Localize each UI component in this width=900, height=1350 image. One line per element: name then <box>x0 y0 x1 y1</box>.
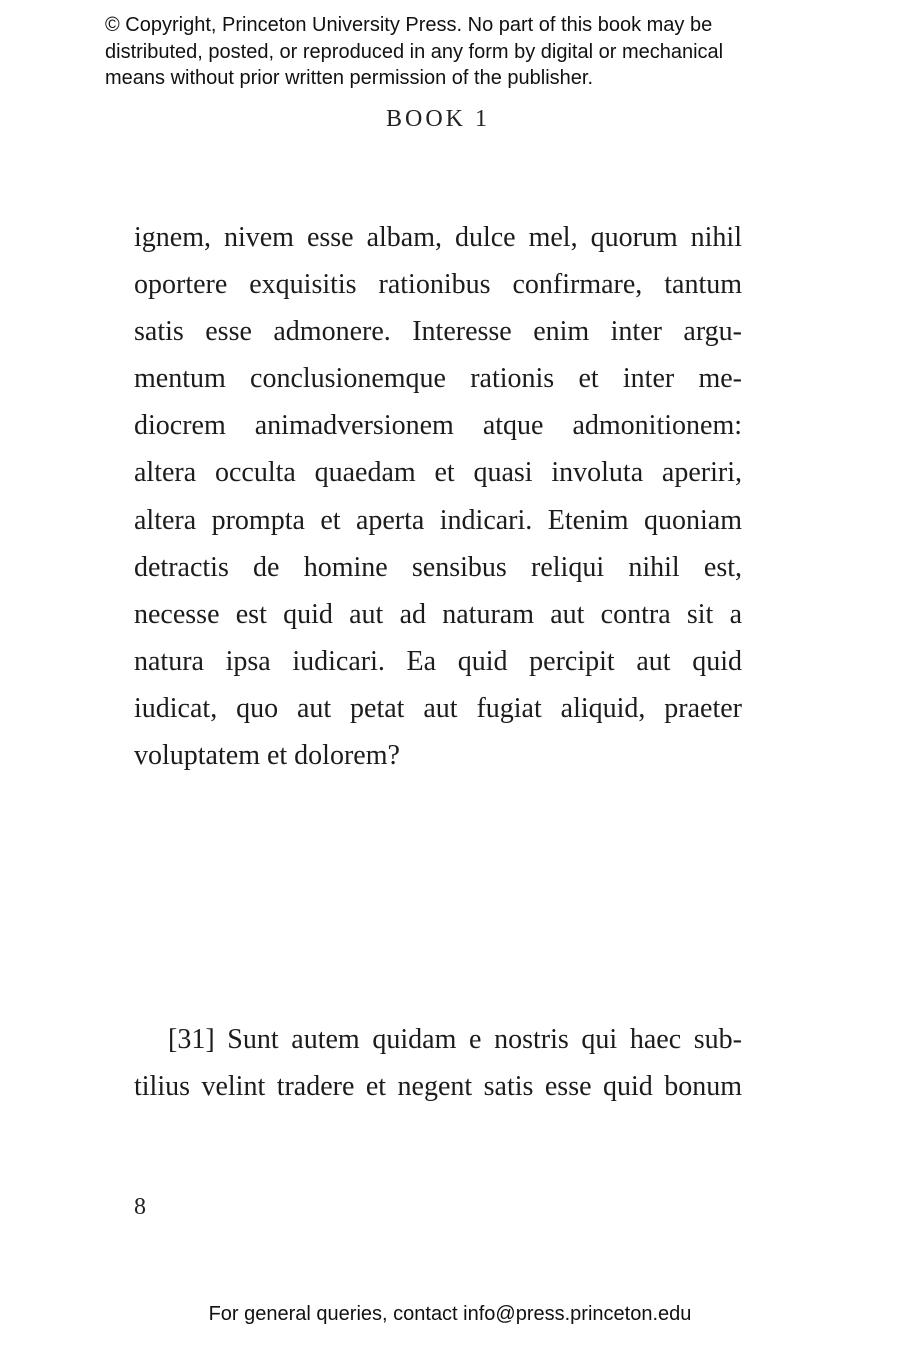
text-line: diocrem animadversionem atque admonitionem: <box>134 410 742 442</box>
footer-contact-note: For general queries, contact info@press.princeton.edu <box>208 1303 692 1325</box>
passage-1 <box>134 214 742 779</box>
text-line: mentum conclusionemque rationis et inter me- <box>134 363 742 395</box>
text-line: altera prompta et aperta indicari. Etenim quoniam <box>134 504 742 536</box>
text-line: necesse est quid aut ad naturam aut contra sit a <box>134 598 742 630</box>
text-line: satis esse admonere. Interesse enim inter argu- <box>134 316 742 348</box>
copyright-notice <box>105 12 825 92</box>
passage-2 <box>134 1016 742 1110</box>
text-line: ignem, nivem esse albam, dulce mel, quorum nihil <box>134 222 742 253</box>
text-line: tilius velint tradere et negent satis esse quid bonum <box>134 1071 742 1103</box>
text-line: detractis de homine sensibus reliqui nihil est, <box>134 551 742 583</box>
running-head: BOOK 1 <box>385 106 490 132</box>
text-line: voluptatem et dolorem? <box>134 740 400 772</box>
copyright-line-1: © Copyright, Princeton University Press. No part of this book may be <box>105 14 713 36</box>
text-line: oportere exquisitis rationibus confirmare, tantum <box>134 269 742 301</box>
copyright-line-2: distributed, posted, or reproduced in any form by digital or mechanical <box>105 40 724 63</box>
copyright-line-3: means without prior written permission of the publisher. <box>105 67 594 89</box>
text-line: altera occulta quaedam et quasi involuta aperiri, <box>134 457 742 489</box>
page-number: 8 <box>134 1194 146 1220</box>
text-line: [31] Sunt autem quidam e nostris qui haec sub- <box>168 1024 742 1055</box>
text-line: iudicat, quo aut petat aut fugiat aliquid, praeter <box>134 692 742 724</box>
text-line: natura ipsa iudicari. Ea quid percipit aut quid <box>134 645 742 677</box>
